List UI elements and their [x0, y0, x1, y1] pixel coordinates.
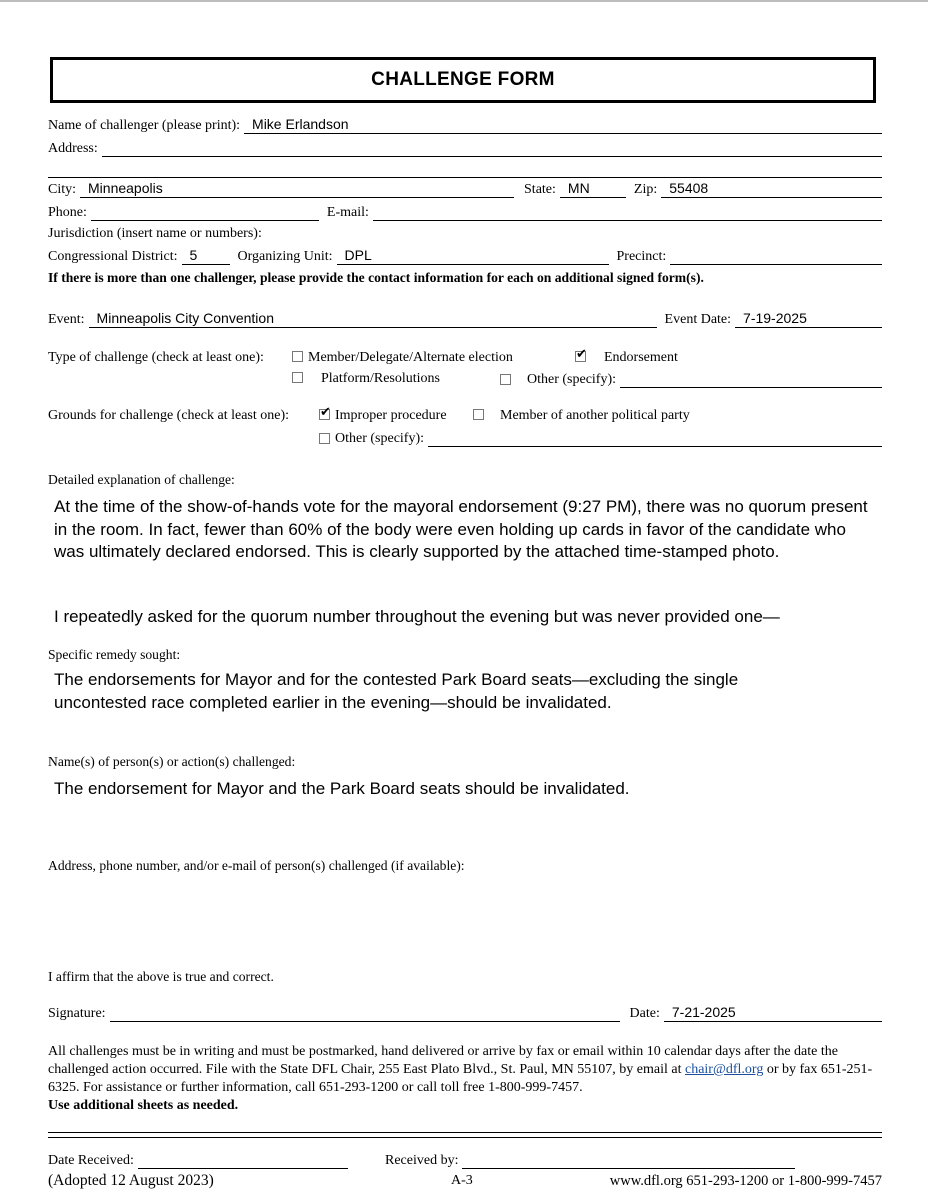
adopted-date: (Adopted 12 August 2023) — [48, 1172, 214, 1189]
event-date-value: 7-19-2025 — [743, 310, 807, 326]
grounds-option-improper[interactable] — [319, 408, 447, 424]
state-label: State: — [524, 182, 556, 197]
state-value: MN — [567, 180, 590, 196]
footer-contact: www.dfl.org 651-293-1200 or 1-800-999-7457 — [609, 1173, 882, 1189]
received-by-row — [385, 1152, 795, 1169]
precinct-field[interactable] — [670, 248, 882, 265]
date-label: Date: — [629, 1006, 660, 1021]
type-option-other[interactable] — [500, 371, 882, 388]
address-row — [48, 140, 882, 157]
checkbox-platform[interactable] — [292, 372, 303, 383]
checkbox-another-party[interactable] — [473, 409, 484, 420]
checkbox-member[interactable] — [292, 351, 303, 362]
date-value: 7-21-2025 — [671, 1004, 736, 1020]
signature-field[interactable] — [110, 1005, 620, 1022]
checkbox-grounds-other[interactable] — [319, 433, 330, 444]
event-row — [48, 311, 882, 328]
type-option-platform-label: Platform/Resolutions — [321, 371, 440, 386]
email-label: E-mail: — [326, 205, 369, 220]
precinct-label: Precinct: — [616, 249, 667, 264]
top-divider — [0, 0, 928, 2]
address-label: Address: — [48, 141, 98, 156]
zip-field[interactable] — [661, 181, 882, 198]
footer-divider-1 — [48, 1132, 882, 1133]
signature-label: Signature: — [48, 1006, 106, 1021]
grounds-option-party[interactable] — [473, 408, 690, 424]
event-value: Minneapolis City Convention — [96, 310, 274, 326]
form-title: CHALLENGE FORM — [371, 69, 555, 90]
page-number: A-3 — [451, 1173, 473, 1188]
city-field[interactable] — [80, 181, 514, 198]
explanation-text-2: I repeatedly asked for the quorum number throughout the evening but was never provided one— — [54, 607, 780, 626]
district-row — [48, 248, 882, 265]
checkbox-endorsement[interactable] — [575, 351, 586, 362]
cd-field[interactable] — [182, 248, 230, 265]
event-date-label: Event Date: — [664, 312, 732, 327]
ou-field[interactable] — [337, 248, 609, 265]
remedy-text: The endorsements for Mayor and for the contested Park Board seats—excluding the single uncontested race completed earlier in the evening—should be invalidated. — [54, 670, 739, 712]
ou-label: Organizing Unit: — [237, 249, 333, 264]
address-row-2 — [48, 161, 882, 178]
zip-value: 55408 — [669, 180, 709, 196]
city-label: City: — [48, 182, 77, 197]
persons-text: The endorsement for Mayor and the Park Board seats should be invalidated. — [54, 779, 630, 798]
form-title-box — [50, 57, 876, 103]
affirm-statement: I affirm that the above is true and correct. — [48, 969, 274, 984]
state-field[interactable] — [560, 181, 626, 198]
grounds-option-other-label: Other (specify): — [335, 431, 425, 446]
additional-sheets-note: Use additional sheets as needed. — [48, 1098, 239, 1113]
date-field[interactable] — [664, 1005, 882, 1022]
persons-label: Name(s) of person(s) or action(s) challenged: — [48, 754, 296, 769]
checkbox-type-other[interactable] — [500, 374, 511, 385]
received-by-field[interactable] — [462, 1152, 795, 1169]
multi-challenger-note: If there is more than one challenger, please provide the contact information for each on additional signed form(s). — [48, 270, 704, 285]
filing-text-2: or by fax 651-251-6325. For assistance or further information, call 651-293-1200 or call toll free 1-800-999-7457. — [48, 1062, 873, 1095]
event-field[interactable] — [89, 311, 657, 328]
remedy-label: Specific remedy sought: — [48, 647, 181, 662]
email-field[interactable] — [373, 204, 882, 221]
footer-divider-2 — [48, 1137, 882, 1138]
name-value: Mike Erlandson — [252, 116, 349, 132]
event-label: Event: — [48, 312, 85, 327]
type-option-endorsement-label: Endorsement — [604, 350, 678, 365]
phone-row — [48, 204, 882, 221]
grounds-label: Grounds for challenge (check at least one): — [48, 408, 290, 423]
grounds-other-field[interactable] — [428, 430, 882, 447]
cd-value: 5 — [189, 247, 198, 263]
filing-text-1: All challenges must be in writing and must be postmarked, hand delivered or arrive by fax or email within 10 calendar days after the date the challenged action occurred. File with the State DFL Chair, 255 East Plato Blvd., St. Paul, MN 55107, by email at — [48, 1044, 838, 1077]
address-field[interactable] — [102, 140, 882, 157]
explanation-label: Detailed explanation of challenge: — [48, 472, 235, 487]
signature-row — [48, 1005, 882, 1022]
name-label: Name of challenger (please print): — [48, 118, 241, 133]
filing-instructions — [48, 1043, 888, 1115]
jurisdiction-label: Jurisdiction (insert name or numbers): — [48, 226, 262, 241]
date-received-field[interactable] — [138, 1152, 348, 1169]
grounds-option-other[interactable] — [319, 430, 882, 447]
date-received-label: Date Received: — [48, 1153, 134, 1168]
checkbox-improper-procedure[interactable] — [319, 409, 330, 420]
date-received-row — [48, 1152, 348, 1169]
type-option-member[interactable] — [292, 350, 513, 366]
city-row — [48, 181, 882, 198]
ou-value: DPL — [344, 247, 372, 263]
type-option-other-label: Other (specify): — [527, 372, 617, 387]
name-field[interactable] — [244, 117, 882, 134]
type-option-endorsement[interactable] — [575, 350, 678, 366]
city-value: Minneapolis — [88, 180, 163, 196]
grounds-option-party-label: Member of another political party — [500, 408, 690, 423]
phone-label: Phone: — [48, 205, 87, 220]
grounds-option-improper-label: Improper procedure — [335, 408, 447, 423]
zip-label: Zip: — [633, 182, 658, 197]
contact-challenged-label: Address, phone number, and/or e-mail of person(s) challenged (if available): — [48, 858, 465, 873]
received-by-label: Received by: — [385, 1153, 459, 1168]
cd-label: Congressional District: — [48, 249, 178, 264]
type-option-platform[interactable] — [292, 371, 440, 387]
challenge-type-label: Type of challenge (check at least one): — [48, 350, 264, 365]
type-option-member-label: Member/Delegate/Alternate election — [308, 350, 513, 365]
address-field-2[interactable] — [48, 161, 882, 178]
type-other-field[interactable] — [620, 371, 882, 388]
event-date-field[interactable] — [735, 311, 882, 328]
name-row — [48, 117, 882, 134]
chair-email-link[interactable]: chair@dfl.org — [684, 1062, 764, 1077]
phone-field[interactable] — [91, 204, 319, 221]
explanation-text-1: At the time of the show-of-hands vote for the mayoral endorsement (9:27 PM), there was no quorum present in the room. In fact, fewer than 60% of the body were even holding up cards in favor of the candidate who was ultimately declared endorsed. This is clearly supported by the attached time-stamped photo. — [54, 497, 868, 561]
